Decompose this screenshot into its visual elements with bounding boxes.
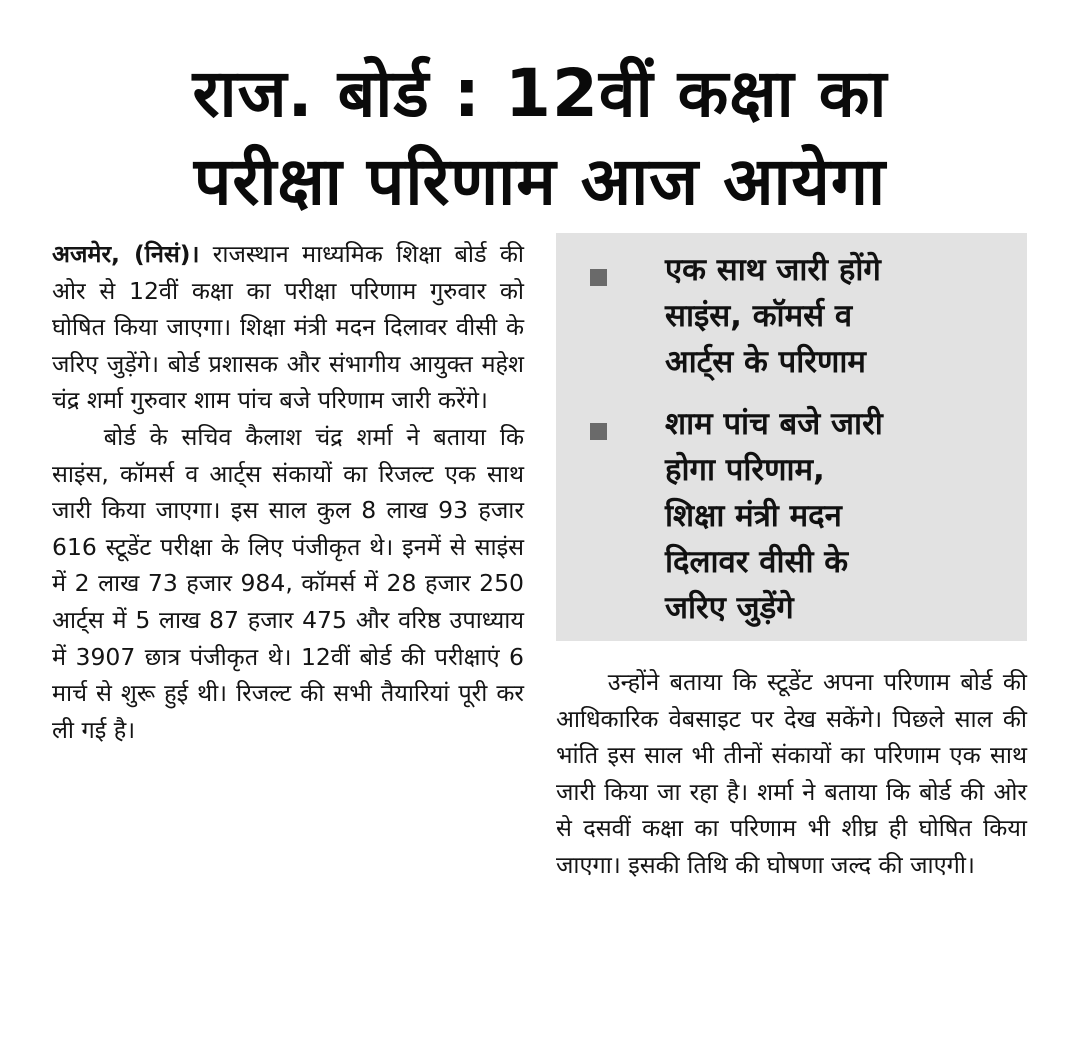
highlight-item xyxy=(590,247,1009,385)
headline-line-2: परीक्षा परिणाम आज आयेगा xyxy=(193,143,887,220)
article-right-column xyxy=(556,664,1027,884)
highlight-line: आर्ट्स के परिणाम xyxy=(665,344,866,380)
article-paragraph-1 xyxy=(52,236,524,419)
square-bullet-icon xyxy=(590,423,607,440)
article-left-column xyxy=(52,236,524,748)
highlight-line: शाम पांच बजे जारी xyxy=(665,406,883,442)
highlight-text xyxy=(665,247,881,385)
highlight-line: जरिए जुड़ेंगे xyxy=(665,590,794,626)
highlight-box xyxy=(556,233,1027,641)
square-bullet-icon xyxy=(590,269,607,286)
paragraph-1-text: राजस्थान माध्यमिक शिक्षा बोर्ड की ओर से 12वीं कक्षा का परीक्षा परिणाम गुरुवार को घोषित किया जाएगा। शिक्षा मंत्री मदन दिलावर वीसी के जरिए जुड़ेंगे। बोर्ड प्रशासक और संभागीय आयुक्त महेश चंद्र शर्मा गुरुवार शाम पांच बजे परिणाम जारी करेंगे। xyxy=(52,240,524,415)
headline-line-1: राज. बोर्ड : 12वीं कक्षा का xyxy=(192,55,888,132)
article-paragraph-3: उन्होंने बताया कि स्टूडेंट अपना परिणाम बोर्ड की आधिकारिक वेबसाइट पर देख सकेंगे। पिछले साल की भांति इस साल भी तीनों संकायों का परिणाम एक साथ जारी किया जा रहा है। शर्मा ने बताया कि बोर्ड की ओर से दसवीं कक्षा का परिणाम भी शीघ्र ही घोषित किया जाएगा। इसकी तिथि की घोषणा जल्द की जाएगी। xyxy=(556,668,1027,879)
dateline: अजमेर, (निसं)। xyxy=(52,240,200,268)
highlight-line: होगा परिणाम, xyxy=(665,452,825,488)
highlight-line: साइंस, कॉमर्स व xyxy=(665,298,853,334)
highlight-line: शिक्षा मंत्री मदन xyxy=(665,498,842,534)
highlight-item xyxy=(590,401,1009,631)
article-paragraph-2: बोर्ड के सचिव कैलाश चंद्र शर्मा ने बताया कि साइंस, कॉमर्स व आर्ट्स संकायों का रिजल्ट एक साथ जारी किया जाएगा। इस साल कुल 8 लाख 93 हजार 616 स्टूडेंट परीक्षा के लिए पंजीकृत थे। इनमें से साइंस में 2 लाख 73 हजार 984, कॉमर्स में 28 हजार 250 आर्ट्स में 5 लाख 87 हजार 475 और वरिष्ठ उपाध्याय में 3907 छात्र पंजीकृत थे। 12वीं बोर्ड की परीक्षाएं 6 मार्च से शुरू हुई थी। रिजल्ट की सभी तैयारियां पूरी कर ली गई है। xyxy=(52,422,524,744)
highlight-text xyxy=(665,401,883,631)
headline xyxy=(20,50,1060,226)
highlight-line: दिलावर वीसी के xyxy=(665,544,849,580)
highlight-line: एक साथ जारी होंगे xyxy=(665,252,881,288)
